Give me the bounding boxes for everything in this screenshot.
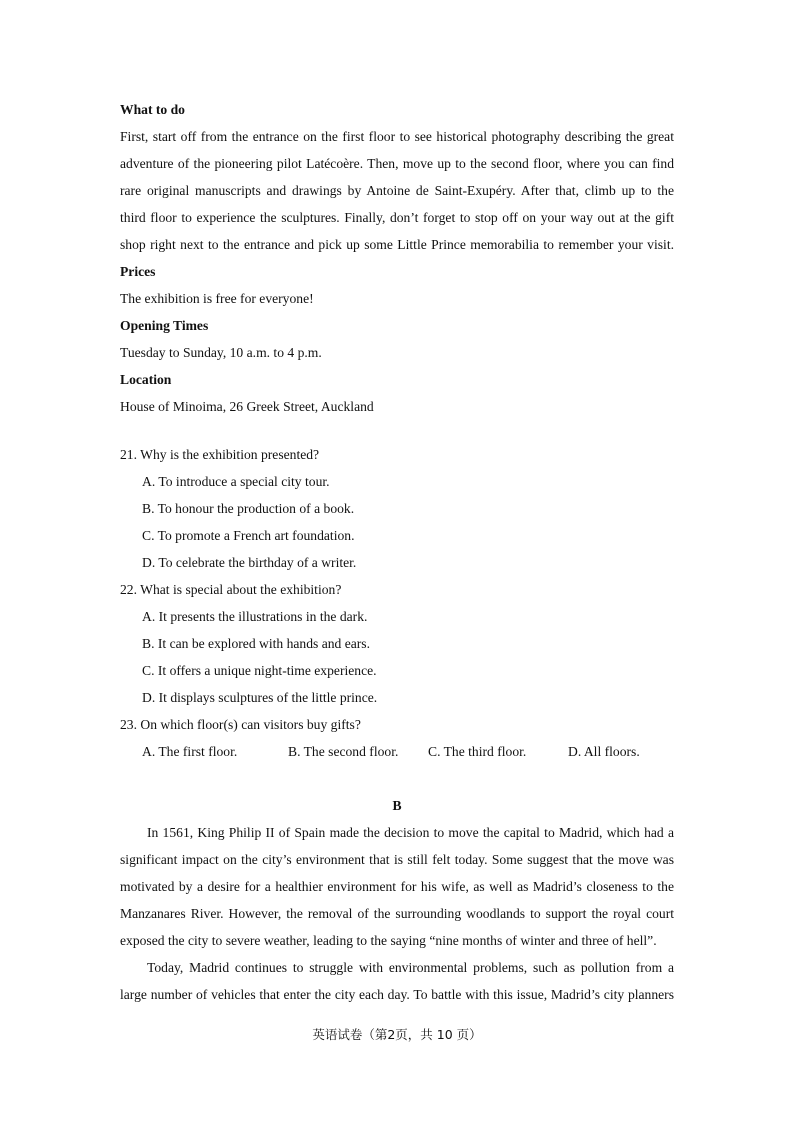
answer-option: C. The third floor. [428, 744, 527, 759]
paragraph-line: In 1561, King Philip II of Spain made the decision to move the capital to Madrid, which had a [147, 825, 674, 840]
question-stem: 22. What is special about the exhibition? [120, 582, 342, 597]
question-stem: 21. Why is the exhibition presented? [120, 447, 320, 462]
paragraph-line: large number of vehicles that enter the city each day. To battle with this issue, Madrid’s city planners [120, 987, 674, 1002]
paragraph-line: significant impact on the city’s environment that is still felt today. Some suggest that the move was [120, 852, 674, 867]
opening-times-text: Tuesday to Sunday, 10 a.m. to 4 p.m. [120, 345, 322, 360]
answer-option: D. All floors. [568, 744, 640, 759]
paragraph-line: motivated by a desire for a healthier environment for his wife, as well as Madrid’s closeness to the [120, 879, 674, 894]
paragraph-line: Manzanares River. However, the removal of the surrounding woodlands to support the royal court [120, 906, 674, 921]
answer-option: A. The first floor. [142, 744, 238, 759]
paragraph-line: Today, Madrid continues to struggle with environmental problems, such as pollution from a [147, 960, 674, 975]
answer-option: B. The second floor. [288, 744, 399, 759]
answer-option: B. To honour the production of a book. [142, 501, 355, 516]
paragraph-line: shop right next to the entrance and pick up some Little Prince memorabilia to remember your visit. [120, 237, 674, 252]
answer-option: C. To promote a French art foundation. [142, 528, 355, 543]
answer-option: A. To introduce a special city tour. [142, 474, 330, 489]
paragraph-line: rare original manuscripts and drawings by Antoine de Saint-Exupéry. After that, climb up to the [120, 183, 674, 198]
section-heading-what-to-do: What to do [120, 102, 185, 117]
answer-option: D. It displays sculptures of the little prince. [142, 690, 378, 705]
location-text: House of Minoima, 26 Greek Street, Auckland [120, 399, 374, 414]
section-heading-location: Location [120, 372, 172, 387]
paragraph-line: exposed the city to severe weather, leading to the saying “nine months of winter and three of hell”. [120, 933, 657, 948]
answer-option: A. It presents the illustrations in the dark. [142, 609, 368, 624]
section-heading-prices: Prices [120, 264, 156, 279]
prices-text: The exhibition is free for everyone! [120, 291, 314, 306]
paragraph-line: third floor to experience the sculptures. Finally, don’t forget to stop off on your way out at the gift [120, 210, 674, 225]
page-footer: 英语试卷（第2页，共 10 页） [312, 1027, 482, 1042]
question-stem: 23. On which floor(s) can visitors buy gifts? [120, 717, 361, 732]
section-heading-opening-times: Opening Times [120, 318, 209, 333]
paragraph-line: First, start off from the entrance on the first floor to see historical photography describing the great [120, 129, 674, 144]
answer-option: D. To celebrate the birthday of a writer. [142, 555, 357, 570]
answer-option: B. It can be explored with hands and ears. [142, 636, 371, 651]
paragraph-line: adventure of the pioneering pilot Latécoère. Then, move up to the second floor, where you can find [120, 156, 674, 171]
answer-option: C. It offers a unique night-time experience. [142, 663, 377, 678]
section-heading-b: B [392, 798, 402, 813]
